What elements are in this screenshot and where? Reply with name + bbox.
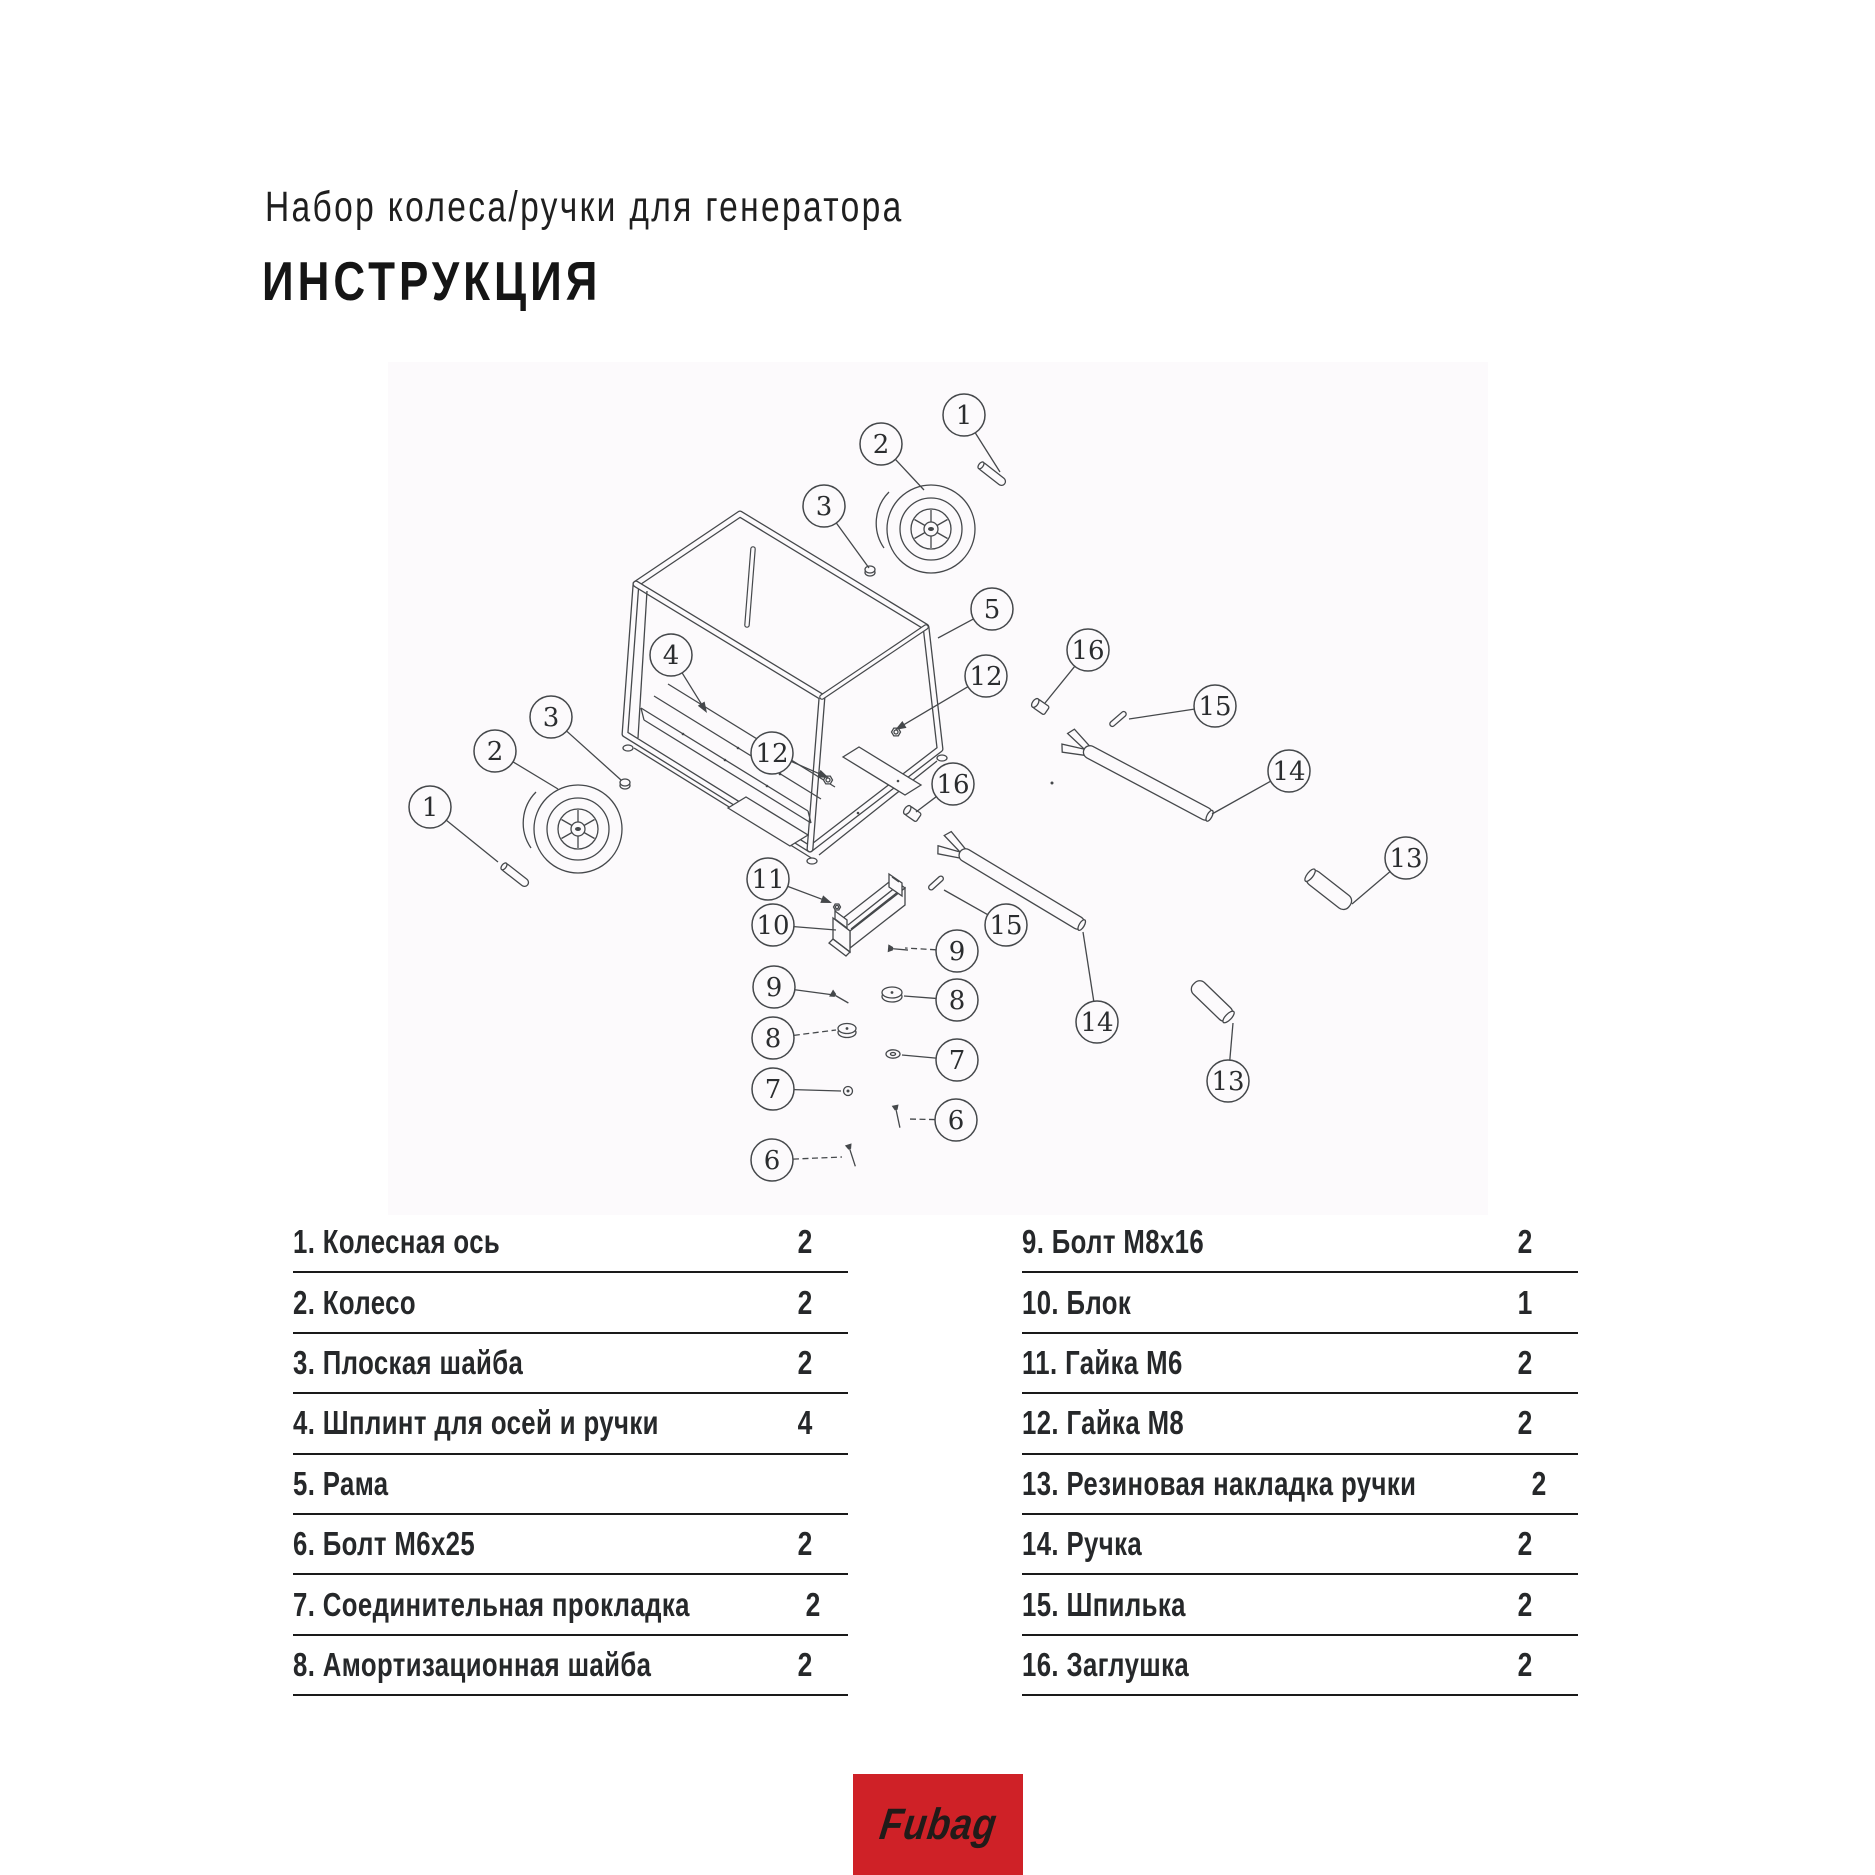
callout-13 (1352, 837, 1427, 904)
part-qty: 2 (797, 1525, 812, 1563)
nut-m6 (834, 904, 841, 910)
part-qty: 2 (1517, 1404, 1532, 1442)
table-row (1022, 1394, 1578, 1454)
part-label: 2. Колесо (293, 1283, 416, 1321)
svg-text:2: 2 (486, 737, 504, 767)
part-label: 4. Шплинт для осей и ручки (293, 1404, 659, 1442)
stud-right (1109, 711, 1127, 728)
table-row (1022, 1213, 1578, 1273)
table-row (1022, 1636, 1578, 1696)
part-label: 12. Гайка М8 (1022, 1404, 1185, 1442)
table-row (293, 1213, 848, 1273)
callout-8 (904, 979, 978, 1021)
part-label: 8. Амортизационная шайба (293, 1645, 652, 1683)
svg-text:5: 5 (983, 595, 1001, 625)
svg-text:9: 9 (765, 973, 783, 1003)
part-qty: 2 (797, 1343, 812, 1381)
callout-6 (751, 1139, 842, 1181)
svg-text:14: 14 (1080, 1008, 1114, 1038)
part-qty: 2 (797, 1283, 812, 1321)
fubag-logo (853, 1774, 1023, 1875)
grip-bottom (1188, 978, 1236, 1025)
table-row (293, 1636, 848, 1696)
callout-4 (650, 634, 707, 713)
fubag-logo-text: Fubag (876, 1799, 1000, 1849)
svg-text:9: 9 (948, 937, 966, 967)
part-qty: 4 (797, 1404, 812, 1442)
page-subtitle (265, 183, 1084, 232)
table-row (293, 1515, 848, 1575)
callout-8 (752, 1017, 836, 1059)
table-row (1022, 1273, 1578, 1333)
callout-16 (1045, 629, 1109, 703)
part-label: 9. Болт М8х16 (1022, 1223, 1205, 1261)
svg-text:3: 3 (542, 703, 560, 733)
svg-text:12: 12 (969, 662, 1003, 692)
part-label: 3. Плоская шайба (293, 1343, 524, 1381)
svg-text:15: 15 (989, 911, 1023, 941)
part-label: 15. Шпилька (1022, 1585, 1186, 1623)
part-label: 13. Резиновая накладка ручки (1022, 1464, 1417, 1502)
svg-text:16: 16 (936, 770, 970, 800)
svg-text:15: 15 (1198, 692, 1232, 722)
plug-center (902, 804, 921, 822)
svg-text:6: 6 (763, 1146, 781, 1176)
table-row (1022, 1575, 1578, 1635)
svg-text:11: 11 (751, 865, 785, 895)
callout-6 (907, 1099, 977, 1141)
svg-text:1: 1 (955, 401, 973, 431)
part-label: 6. Болт М6х25 (293, 1525, 476, 1563)
callout-14 (1212, 750, 1310, 814)
callout-3 (530, 696, 621, 780)
buffer-washer-right (882, 987, 902, 1002)
parts-table-left (293, 1213, 848, 1696)
part-label: 7. Соединительная прокладка (293, 1585, 690, 1623)
part-qty: 2 (1531, 1464, 1546, 1502)
table-row (1022, 1455, 1578, 1515)
callout-7 (752, 1068, 841, 1110)
wheel-left (523, 785, 622, 873)
callout-13 (1207, 1023, 1249, 1102)
callout-12 (895, 655, 1007, 730)
svg-text:8: 8 (948, 986, 966, 1016)
callout-9 (753, 966, 834, 1008)
table-row (293, 1575, 848, 1635)
parts-table-right (1022, 1213, 1578, 1696)
part-label: 16. Заглушка (1022, 1645, 1190, 1683)
part-qty: 2 (1517, 1343, 1532, 1381)
exploded-diagram (388, 362, 1488, 1215)
part-qty: 2 (1517, 1525, 1532, 1563)
svg-text:16: 16 (1071, 636, 1105, 666)
bolt-m8-right (888, 944, 909, 954)
part-qty: 2 (1517, 1223, 1532, 1261)
svg-text:3: 3 (815, 492, 833, 522)
callout-5 (938, 588, 1013, 638)
part-label: 1. Колесная ось (293, 1223, 501, 1261)
axle-pin-left (500, 862, 530, 888)
part-label: 5. Рама (293, 1464, 389, 1502)
table-row (293, 1394, 848, 1454)
part-qty: 1 (1517, 1283, 1532, 1321)
callout-2 (474, 730, 558, 789)
table-row (1022, 1515, 1578, 1575)
svg-text:7: 7 (948, 1046, 966, 1076)
callout-11 (747, 858, 832, 903)
svg-text:2: 2 (872, 430, 890, 460)
part-label: 10. Блок (1022, 1283, 1132, 1321)
svg-text:6: 6 (947, 1106, 965, 1136)
part-qty: 2 (1517, 1645, 1532, 1683)
callout-9 (905, 930, 978, 972)
svg-text:12: 12 (755, 739, 789, 769)
callout-10 (752, 904, 836, 946)
table-row (293, 1334, 848, 1394)
handle-upper (1059, 727, 1218, 828)
stud-center (928, 875, 945, 891)
svg-text:7: 7 (764, 1075, 782, 1105)
exploded-diagram-svg (388, 362, 1488, 1215)
part-label: 11. Гайка М6 (1022, 1343, 1183, 1381)
svg-text:13: 13 (1389, 844, 1423, 874)
callout-15 (1129, 685, 1236, 727)
grip-right (1303, 867, 1355, 912)
svg-text:4: 4 (662, 641, 680, 671)
bolt-m6-left (845, 1143, 859, 1167)
flat-washer-left (620, 779, 630, 789)
page-title (262, 249, 686, 313)
svg-text:13: 13 (1211, 1067, 1245, 1097)
table-row (293, 1455, 848, 1515)
callout-7 (902, 1039, 978, 1081)
bolt-m6-right (892, 1104, 904, 1128)
flat-washer-top (865, 566, 875, 576)
wheel-top (876, 485, 975, 573)
part-label: 14. Ручка (1022, 1525, 1143, 1563)
page-title-text: ИНСТРУКЦИЯ (262, 250, 602, 312)
bolt-m8-left (829, 990, 850, 1007)
part-qty: 2 (797, 1645, 812, 1683)
part-qty: 2 (797, 1223, 812, 1261)
callout-1 (409, 786, 498, 862)
block-bracket (829, 874, 905, 956)
svg-text:10: 10 (756, 911, 790, 941)
callout-1 (943, 394, 1000, 472)
svg-text:14: 14 (1272, 757, 1306, 787)
page-subtitle-text: Набор колеса/ручки для генератора (265, 183, 904, 231)
buffer-washer-left (838, 1024, 856, 1038)
table-row (1022, 1334, 1578, 1394)
part-qty: 2 (1517, 1585, 1532, 1623)
gasket-left (844, 1087, 853, 1096)
table-row (293, 1273, 848, 1333)
svg-text:8: 8 (764, 1024, 782, 1054)
callout-14 (1076, 932, 1118, 1043)
gasket-right (886, 1050, 900, 1058)
callout-2 (860, 423, 924, 490)
svg-text:1: 1 (421, 793, 439, 823)
part-qty: 2 (805, 1585, 821, 1623)
axle-pin-top (977, 461, 1007, 487)
